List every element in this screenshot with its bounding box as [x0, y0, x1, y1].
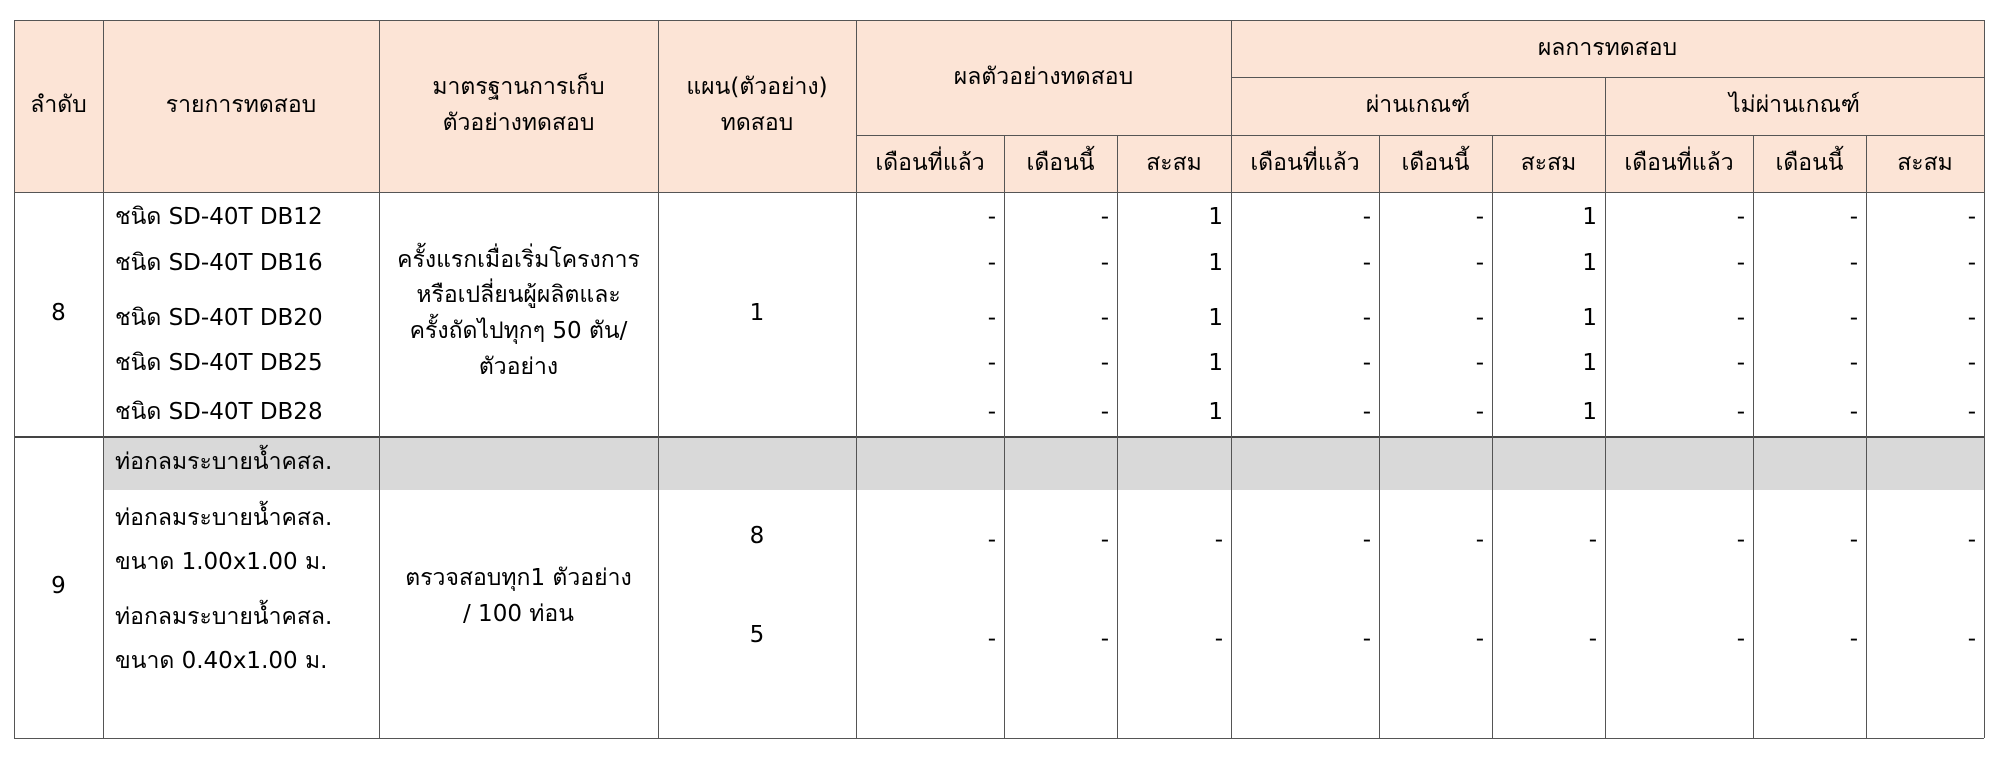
group8-value-cell: - [1362, 204, 1371, 231]
header-pass: ผ่านเกณฑ์ [1365, 92, 1471, 119]
grid-line [1231, 77, 1984, 78]
group9-value-cell: - [1214, 527, 1223, 554]
group8-value-cell: - [1849, 250, 1858, 277]
subheader-sample-cumulative: สะสม [1146, 149, 1202, 176]
group9-value-cell: - [1736, 527, 1745, 554]
group8-value-cell: - [1475, 250, 1484, 277]
grid-line [14, 20, 1984, 21]
group8-value-cell: - [987, 204, 996, 231]
group9-category-label: ท่อกลมระบายน้ำคสล. [115, 449, 333, 476]
group8-value-cell: - [1736, 204, 1745, 231]
group9-standard: ตรวจสอบทุก1 ตัวอย่าง / 100 ท่อน [405, 565, 632, 627]
group9-value-cell: - [1362, 527, 1371, 554]
group8-value-cell: - [987, 399, 996, 426]
grid-line [1866, 135, 1867, 738]
grid-line [1379, 135, 1380, 738]
group8-value-cell: - [1475, 350, 1484, 377]
grid-line [1984, 20, 1985, 738]
group8-value-cell: - [1475, 305, 1484, 332]
category-row-background [103, 436, 1984, 490]
header-fail: ไม่ผ่านเกณฑ์ [1728, 92, 1861, 119]
group9-value-cell: - [1214, 626, 1223, 653]
group8-number: 8 [51, 300, 66, 327]
group8-value-cell: 1 [1582, 305, 1597, 332]
group8-value-cell: - [1967, 250, 1976, 277]
group8-item: ชนิด SD-40T DB12 [115, 204, 323, 231]
group8-item: ชนิด SD-40T DB28 [115, 399, 323, 426]
group9-value-cell: - [1100, 626, 1109, 653]
grid-line [379, 20, 380, 738]
group8-value-cell: 1 [1582, 204, 1597, 231]
group9-value-cell: - [1475, 527, 1484, 554]
grid-line [103, 20, 104, 738]
grid-line [14, 20, 15, 738]
group8-standard: ครั้งแรกเมื่อเริ่มโครงการ หรือเปลี่ยนผู้ผลิตและ ครั้งถัดไปทุกๆ 50 ตัน/ ตัวอย่าง [397, 246, 640, 380]
group8-value-cell: - [1736, 399, 1745, 426]
header-sample-results: ผลตัวอย่างทดสอบ [953, 63, 1134, 90]
group8-value-cell: - [1967, 350, 1976, 377]
group8-value-cell: - [1362, 399, 1371, 426]
group8-value-cell: - [1849, 204, 1858, 231]
group8-value-cell: 1 [1208, 399, 1223, 426]
group8-item: ชนิด SD-40T DB25 [115, 350, 323, 377]
grid-line [856, 20, 857, 738]
group9-value-cell: - [1588, 527, 1597, 554]
group9-item-line2: ขนาด 1.00x1.00 ม. [115, 549, 328, 576]
group8-value-cell: 1 [1582, 350, 1597, 377]
group8-value-cell: - [1100, 250, 1109, 277]
group9-item-line1: ท่อกลมระบายน้ำคสล. [115, 604, 333, 631]
group8-value-cell: 1 [1208, 305, 1223, 332]
grid-line [1753, 135, 1754, 738]
subheader-sample-this-month: เดือนนี้ [1026, 149, 1095, 176]
header-item: รายการทดสอบ [165, 92, 317, 119]
header-test-results: ผลการทดสอบ [1537, 34, 1678, 61]
group8-item: ชนิด SD-40T DB20 [115, 305, 323, 332]
grid-line [856, 135, 1984, 136]
group8-value-cell: - [1100, 399, 1109, 426]
grid-line [658, 20, 659, 738]
group8-value-cell: - [1475, 204, 1484, 231]
group8-value-cell: 1 [1208, 204, 1223, 231]
group8-value-cell: - [1849, 350, 1858, 377]
group8-plan: 1 [749, 300, 765, 327]
group8-value-cell: - [1475, 399, 1484, 426]
group8-value-cell: - [987, 250, 996, 277]
group9-value-cell: - [1849, 626, 1858, 653]
grid-line [14, 738, 1984, 739]
group8-value-cell: 1 [1582, 399, 1597, 426]
group8-value-cell: 1 [1582, 250, 1597, 277]
group8-value-cell: - [1100, 350, 1109, 377]
group9-value-cell: - [1100, 527, 1109, 554]
grid-line [14, 436, 1984, 438]
grid-line [1231, 20, 1232, 738]
header-order: ลำดับ [30, 92, 87, 119]
group8-value-cell: - [1849, 399, 1858, 426]
subheader-fail-this-month: เดือนนี้ [1775, 149, 1844, 176]
subheader-fail-cumulative: สะสม [1897, 149, 1953, 176]
group8-value-cell: - [1362, 350, 1371, 377]
subheader-fail-prev-month: เดือนที่แล้ว [1624, 149, 1734, 176]
group8-value-cell: - [1967, 204, 1976, 231]
subheader-pass-prev-month: เดือนที่แล้ว [1250, 149, 1360, 176]
group8-value-cell: - [1362, 250, 1371, 277]
group8-value-cell: 1 [1208, 350, 1223, 377]
grid-line [1605, 77, 1606, 738]
group8-value-cell: - [987, 305, 996, 332]
group9-value-cell: - [1849, 527, 1858, 554]
subheader-pass-cumulative: สะสม [1520, 149, 1577, 176]
group9-number: 9 [51, 573, 66, 600]
group9-value-cell: - [1588, 626, 1597, 653]
group8-value-cell: - [1736, 350, 1745, 377]
group8-value-cell: 1 [1208, 250, 1223, 277]
header-plan: แผน(ตัวอย่าง) ทดสอบ [686, 74, 828, 136]
grid-line [14, 192, 1984, 193]
group8-value-cell: - [1100, 204, 1109, 231]
group9-plan: 8 [749, 523, 765, 550]
header-standard: มาตรฐานการเก็บ ตัวอย่างทดสอบ [432, 74, 605, 136]
group8-value-cell: - [1736, 305, 1745, 332]
group9-item-line2: ขนาด 0.40x1.00 ม. [115, 648, 328, 675]
group8-value-cell: - [1967, 305, 1976, 332]
group8-value-cell: - [1362, 305, 1371, 332]
group8-value-cell: - [1100, 305, 1109, 332]
group8-value-cell: - [1736, 250, 1745, 277]
group9-value-cell: - [1967, 626, 1976, 653]
subheader-sample-prev-month: เดือนที่แล้ว [875, 149, 985, 176]
group9-value-cell: - [1475, 626, 1484, 653]
group8-item: ชนิด SD-40T DB16 [115, 250, 323, 277]
group9-value-cell: - [1736, 626, 1745, 653]
grid-line [1004, 135, 1005, 738]
group9-value-cell: - [987, 626, 996, 653]
group8-value-cell: - [1967, 399, 1976, 426]
group8-value-cell: - [1849, 305, 1858, 332]
subheader-pass-this-month: เดือนนี้ [1401, 149, 1470, 176]
grid-line [1117, 135, 1118, 738]
group9-value-cell: - [1362, 626, 1371, 653]
group9-item-line1: ท่อกลมระบายน้ำคสล. [115, 505, 333, 532]
group9-value-cell: - [987, 527, 996, 554]
group9-value-cell: - [1967, 527, 1976, 554]
group8-value-cell: - [987, 350, 996, 377]
grid-line [1492, 135, 1493, 738]
group9-plan: 5 [749, 622, 765, 649]
